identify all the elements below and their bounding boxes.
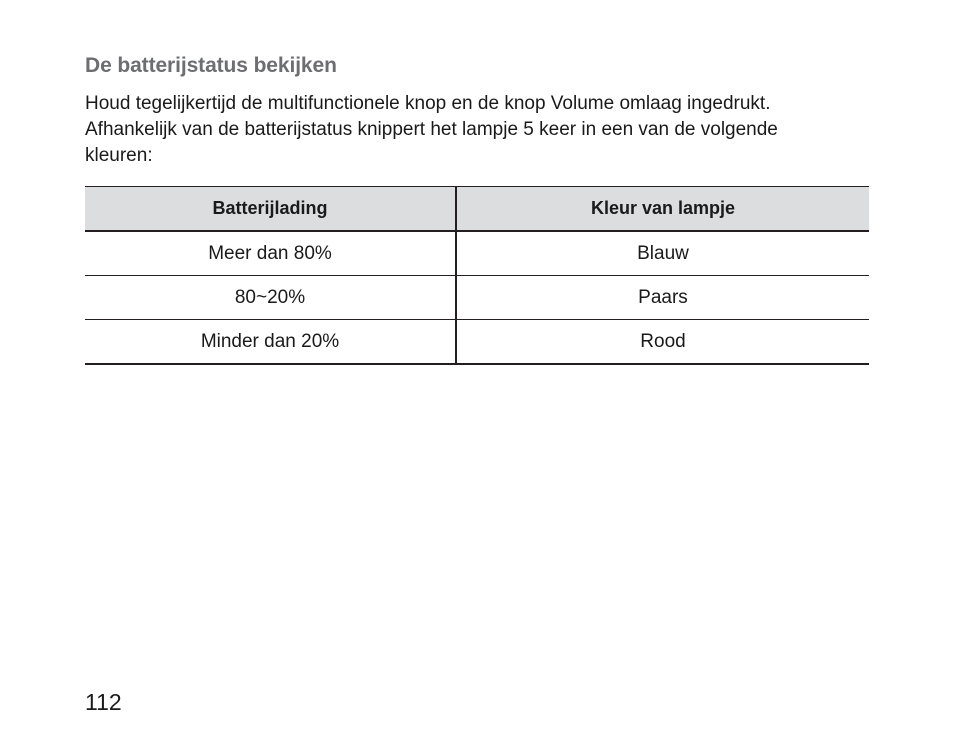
column-header-battery-charge: Batterijlading <box>85 187 456 232</box>
battery-charge-cell: Minder dan 20% <box>85 320 456 365</box>
intro-line: kleuren: <box>85 145 153 166</box>
battery-charge-cell: 80~20% <box>85 276 456 320</box>
light-color-cell: Paars <box>456 276 869 320</box>
table-row <box>85 276 869 320</box>
intro-line: Houd tegelijkertijd de multifunctionele knop en de knop Volume omlaag ingedrukt. <box>85 93 771 114</box>
table-header-row <box>85 187 869 232</box>
battery-status-table <box>85 186 869 365</box>
table-row <box>85 231 869 276</box>
light-color-cell: Blauw <box>456 231 869 276</box>
section-heading: De batterijstatus bekijken <box>85 54 337 77</box>
intro-line: Afhankelijk van de batterijstatus knippert het lampje 5 keer in een van de volgende <box>85 119 778 140</box>
table-row <box>85 320 869 365</box>
column-header-light-color: Kleur van lampje <box>456 187 869 232</box>
intro-paragraph <box>85 91 885 169</box>
battery-charge-cell: Meer dan 80% <box>85 231 456 276</box>
light-color-cell: Rood <box>456 320 869 365</box>
page-number: 112 <box>85 689 122 715</box>
